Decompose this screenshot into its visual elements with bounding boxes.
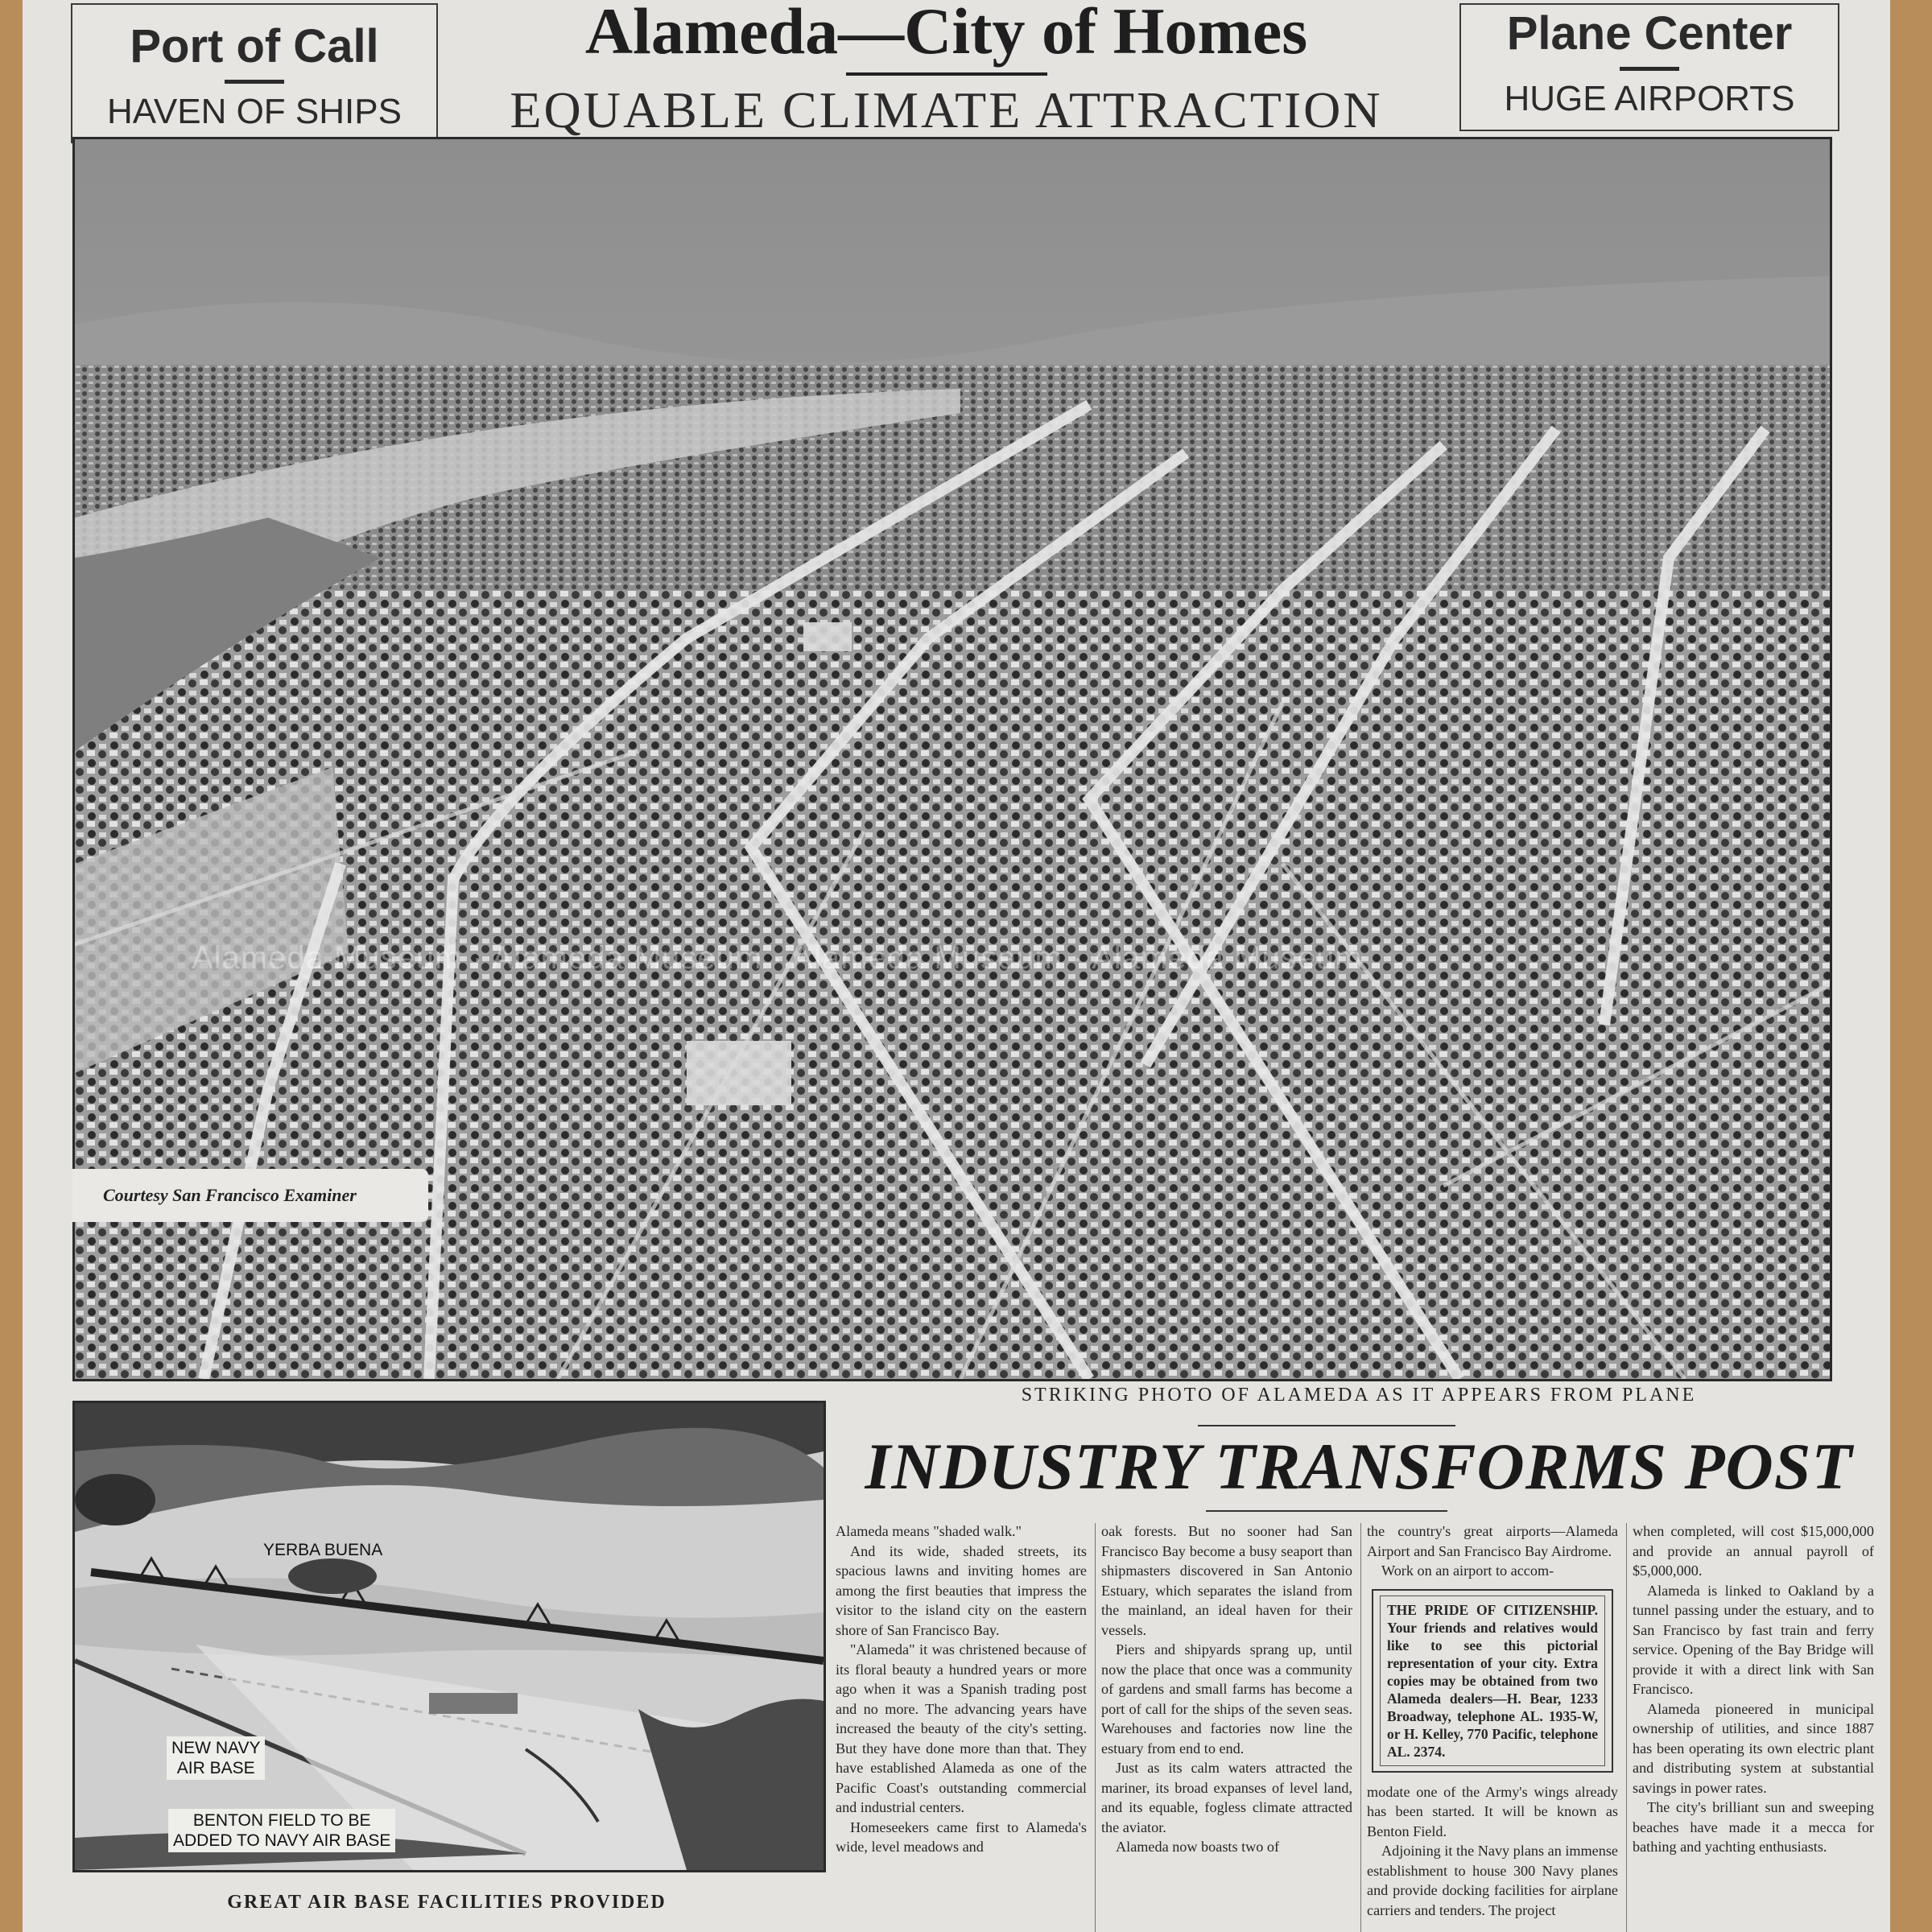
plane-center-box xyxy=(1459,3,1839,131)
paragraph: the country's great airports—Alameda Airport and San Francisco Bay Airdrome. xyxy=(1367,1523,1618,1559)
story-column-4 xyxy=(1633,1521,1874,1857)
paragraph: Homeseekers came first to Alameda's wide, level meadows and xyxy=(836,1818,1087,1855)
pride-of-citizenship-box xyxy=(1372,1589,1613,1773)
paragraph: Alameda pioneered in municipal ownership of utilities, and since 1887 has been operating its own electric plant and distributing system at substantial savings in power rates. xyxy=(1633,1700,1874,1796)
port-of-call-rule xyxy=(225,80,284,84)
masthead xyxy=(449,0,1443,141)
masthead-subtitle: EQUABLE CLIMATE ATTRACTION xyxy=(510,81,1383,138)
port-of-call-title: Port of Call xyxy=(130,20,379,72)
column-rule xyxy=(1095,1523,1096,1932)
headline: INDUSTRY TRANSFORMS POST xyxy=(865,1430,1853,1503)
caption-rule xyxy=(1198,1425,1455,1426)
paragraph: Alameda is linked to Oakland by a tunnel passing under the estuary, and to San Francisco by fast train and ferry service. Opening of the Bay Bridge will provide it with a direct link with San Francisco. xyxy=(1633,1582,1874,1697)
paragraph: Alameda now boasts two of xyxy=(1116,1839,1280,1855)
newspaper-page xyxy=(23,0,1890,1932)
column-rule xyxy=(1360,1523,1361,1932)
paragraph: modate one of the Army's wings already has been started. It will be known as Benton Field. xyxy=(1367,1783,1618,1839)
yerba-buena-label: YERBA BUENA xyxy=(263,1541,383,1559)
paragraph: Piers and shipyards sprang up, until now the place that once was a community of gardens and small farms has become a port of call for the ships of the seven seas. Warehouses and factories now line the estuary from end to end. xyxy=(1101,1641,1352,1757)
paragraph: Work on an airport to accom- xyxy=(1381,1563,1554,1579)
paragraph: Alameda means "shaded walk." xyxy=(836,1523,1022,1539)
plane-center-title: Plane Center xyxy=(1506,7,1793,60)
pride-box-text: THE PRIDE OF CITIZENSHIP. Your friends and relatives would like to see this pictorial representation of your city. Extra copies may be obtained from two Alameda dealers—H. Bear, 1233 Broadway, telephone AL. 1935-W, or H. Kelley, 770 Pacific, telephone AL. 2374. xyxy=(1380,1596,1605,1766)
paragraph: The city's brilliant sun and sweeping beaches have made it a mecca for bathing and yachting enthusiasts. xyxy=(1633,1799,1874,1855)
plane-center-subtitle: HUGE AIRPORTS xyxy=(1504,79,1795,118)
story-column-2 xyxy=(1101,1521,1352,1857)
photo-caption: STRIKING PHOTO OF ALAMEDA AS IT APPEARS FROM PLANE xyxy=(1021,1385,1697,1406)
paragraph: And its wide, shaded streets, its spacious lawns and inviting homes are among the first beauties that impress the visitor to the island city on the eastern shore of San Francisco Bay. xyxy=(836,1542,1087,1638)
paragraph: Just as its calm waters attracted the mariner, its broad expanses of level land, and its equable, fogless climate attracted the aviator. xyxy=(1101,1760,1352,1835)
paragraph: "Alameda" it was christened because of its floral beauty a hundred years or more ago when it was a Spanish trading post and no more. The advancing years have increased the beauty of the city's setting. But they have done more than that. They have established Alameda as one of the Pacific Coast's outstanding commercial and industrial centers. xyxy=(836,1641,1087,1815)
story-column-3 xyxy=(1367,1521,1618,1920)
headline-rule xyxy=(1206,1510,1447,1512)
watermark: Alameda Museum · Alameda Museum · Alameda Museum · Alameda Museum xyxy=(192,940,1363,976)
navy-air-base-label: NEW NAVY AIR BASE xyxy=(167,1736,265,1780)
story-column-1 xyxy=(836,1521,1087,1857)
column-rule xyxy=(1626,1523,1627,1932)
port-of-call-box xyxy=(71,3,438,143)
benton-field-label: BENTON FIELD TO BE ADDED TO NAVY AIR BASE xyxy=(168,1809,395,1852)
paragraph: oak forests. But no sooner had San Francisco Bay become a busy seaport than shipmasters discovered in San Antonio Estuary, which separates the island from the mainland, an ideal haven for their vessels. xyxy=(1101,1523,1352,1638)
port-of-call-subtitle: HAVEN OF SHIPS xyxy=(107,92,402,131)
paragraph: when completed, will cost $15,000,000 and provide an annual payroll of $5,000,000. xyxy=(1633,1523,1874,1579)
air-base-caption: GREAT AIR BASE FACILITIES PROVIDED xyxy=(227,1892,667,1913)
masthead-rule xyxy=(846,72,1047,76)
air-base-illustration xyxy=(72,1401,826,1872)
photo-credit: Courtesy San Francisco Examiner xyxy=(72,1169,428,1222)
paragraph: Adjoining it the Navy plans an immense establishment to house 300 Navy planes and provide docking facilities for airplane carriers and tenders. The project xyxy=(1367,1843,1618,1918)
masthead-title: Alameda—City of Homes xyxy=(584,0,1308,68)
plane-center-rule xyxy=(1620,67,1679,71)
